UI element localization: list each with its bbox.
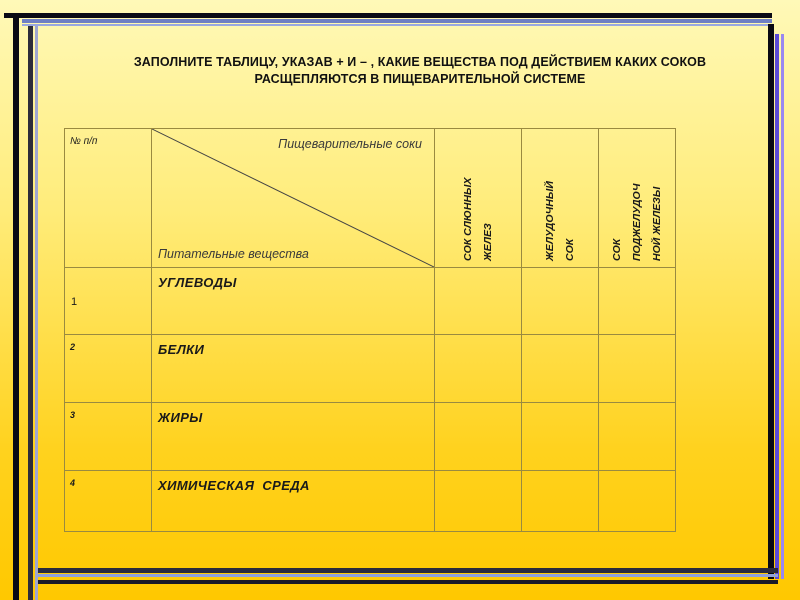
answer-cell-pancreatic[interactable] [599, 403, 676, 471]
frame-bar-left-inner-light [35, 26, 38, 600]
juice-header-pancreatic [599, 129, 676, 268]
row-number-cell: 3 [65, 403, 152, 471]
substance-cell: ХИМИЧЕСКАЯ СРЕДА [152, 471, 435, 532]
page-title [50, 54, 790, 88]
nutrients-header-label: Питательные вещества [158, 247, 309, 261]
frame-bar-top [4, 13, 772, 18]
frame-bar-bottom [38, 568, 778, 573]
table-row [65, 403, 676, 471]
substance-cell: БЕЛКИ [152, 335, 435, 403]
juices-header-label: Пищеварительные соки [278, 137, 422, 151]
answer-cell-pancreatic[interactable] [599, 268, 676, 335]
frame-bar-right-inner-light [781, 34, 784, 579]
title-line-2: РАСЩЕПЛЯЮТСЯ В ПИЩЕВАРИТЕЛЬНОЙ СИСТЕМЕ [254, 72, 586, 86]
frame-bar-bottom-dark [38, 580, 778, 584]
answer-cell-salivary[interactable] [435, 335, 522, 403]
answer-cell-gastric[interactable] [522, 335, 599, 403]
row-number-cell: 1 [65, 268, 152, 335]
frame-bar-left-inner [28, 26, 33, 600]
juice-label-gastric: ЖЕЛУДОЧНЫЙ СОК [544, 181, 576, 261]
num-header-label: № п/п [70, 136, 98, 147]
substance-cell: УГЛЕВОДЫ [152, 268, 435, 335]
frame-bar-right [768, 24, 774, 579]
substance-cell: ЖИРЫ [152, 403, 435, 471]
answer-cell-gastric[interactable] [522, 268, 599, 335]
table-row [65, 268, 676, 335]
juice-label-salivary: СОК СЛЮННЫХ ЖЕЛЕЗ [462, 177, 494, 261]
frame-bar-top-inner-light [22, 24, 772, 26]
title-line-1: ЗАПОЛНИТЕ ТАБЛИЦУ, УКАЗАВ + И – , КАКИЕ ВЕЩЕСТВА ПОД ДЕЙСТВИЕМ КАКИХ СОКОВ [133, 55, 707, 69]
answer-cell-gastric[interactable] [522, 403, 599, 471]
answer-cell-pancreatic[interactable] [599, 471, 676, 532]
juice-header-salivary [435, 129, 522, 268]
frame-bar-right-inner [775, 34, 779, 579]
answer-cell-salivary[interactable] [435, 403, 522, 471]
juice-header-gastric [522, 129, 599, 268]
frame-bar-bottom-light [38, 574, 778, 577]
frame-bar-left [13, 18, 19, 600]
answer-cell-pancreatic[interactable] [599, 335, 676, 403]
table-header-row [65, 129, 676, 268]
juice-label-pancreatic: СОК ПОДЖЕЛУДОЧ НОЙ ЖЕЛЕЗЫ [611, 183, 663, 261]
frame-bar-top-inner [22, 19, 772, 23]
answer-cell-gastric[interactable] [522, 471, 599, 532]
row-number-cell: 2 [65, 335, 152, 403]
table-row [65, 471, 676, 532]
digestion-table [64, 128, 676, 532]
table-row [65, 335, 676, 403]
answer-cell-salivary[interactable] [435, 268, 522, 335]
row-number-cell: 4 [65, 471, 152, 532]
num-header-cell [65, 129, 152, 268]
answer-cell-salivary[interactable] [435, 471, 522, 532]
diagonal-header-cell [152, 129, 435, 268]
